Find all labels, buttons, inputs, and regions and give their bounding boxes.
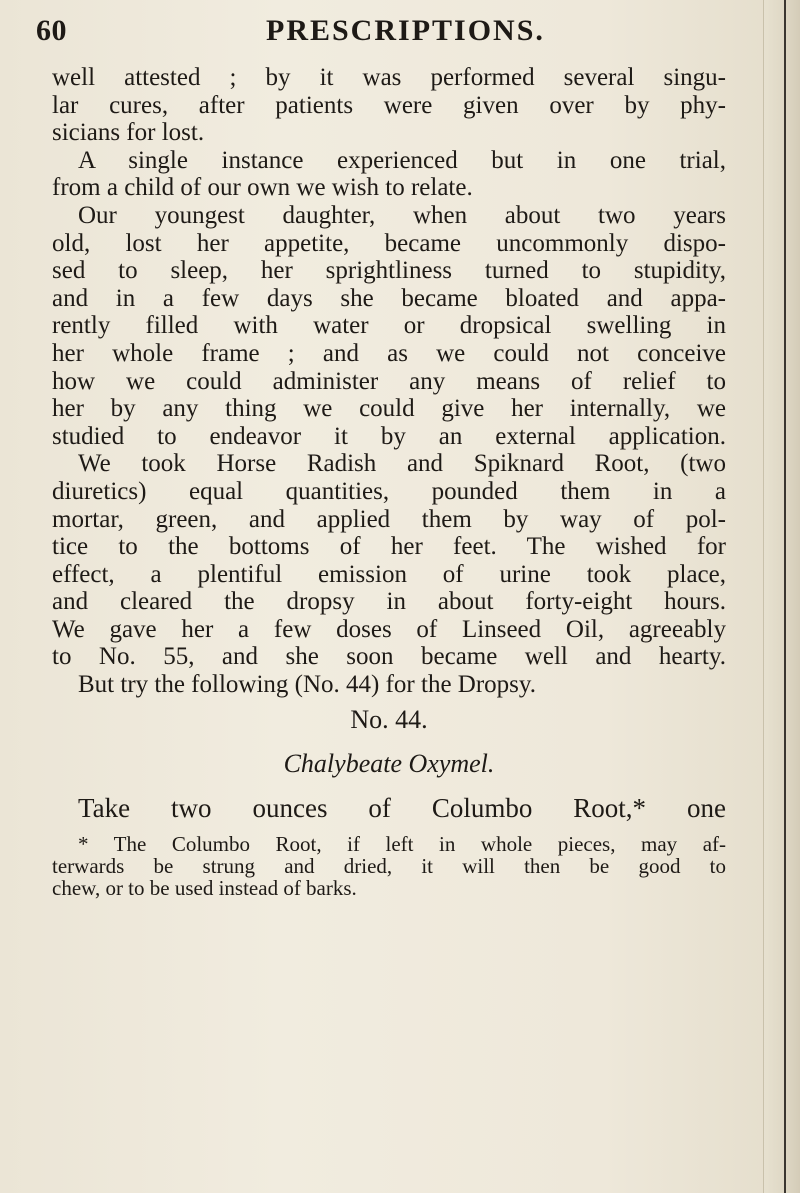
text-line: and in a few days she became bloated and appa- [52, 284, 726, 312]
text-line: her by any thing we could give her internally, we [52, 395, 726, 423]
text-line: rently filled with water or dropsical swelling in [52, 312, 726, 340]
text-line: diuretics) equal quantities, pounded them in a [52, 477, 726, 505]
text-line: lar cures, after patients were given over by phy- [52, 91, 726, 119]
running-head: PRESCRIPTIONS. [266, 14, 545, 47]
text-line: and cleared the dropsy in about forty-eight hours. [52, 588, 726, 616]
text-line: We gave her a few doses of Linseed Oil, agreeably [52, 615, 726, 643]
text-line: tice to the bottoms of her feet. The wished for [52, 533, 726, 561]
body-paragraphs [52, 64, 726, 699]
page-number: 60 [36, 14, 67, 47]
page-edge [763, 0, 800, 1193]
footnote-line: chew, or to be used instead of barks. [52, 875, 357, 900]
text-line: her whole frame ; and as we could not conceive [52, 339, 726, 367]
recipe-block [52, 703, 726, 825]
page-header [36, 14, 756, 54]
recipe-first-line: Take two ounces of Columbo Root,* one [78, 792, 726, 823]
text-line: to No. 55, and she soon became well and hearty. [52, 643, 726, 671]
footnote-line: * The Columbo Root, if left in whole pieces, may af- [78, 831, 726, 856]
text-line: well attested ; by it was performed several singu- [52, 64, 726, 91]
recipe-title: Chalybeate Oxymel. [283, 748, 495, 778]
text-line: how we could administer any means of relief to [52, 367, 726, 395]
text-line: But try the following (No. 44) for the Dropsy. [78, 671, 537, 699]
text-line: sicians for lost. [52, 119, 205, 147]
text-line: old, lost her appetite, became uncommonly dispo- [52, 229, 726, 257]
page-edge-shadow-line [784, 0, 786, 1193]
text-line: A single instance experienced but in one trial, [78, 146, 726, 174]
text-line: sed to sleep, her sprightliness turned to stupidity, [52, 257, 726, 285]
text-line: mortar, green, and applied them by way of pol- [52, 505, 726, 533]
footnote [52, 833, 726, 899]
footnote-line: terwards be strung and dried, it will then be good to [52, 853, 726, 878]
text-line: studied to endeavor it by an external application. [52, 422, 726, 450]
page-text [52, 64, 726, 899]
text-line: Our youngest daughter, when about two years [78, 201, 726, 229]
text-line: effect, a plentiful emission of urine took place, [52, 560, 726, 588]
recipe-number: No. 44. [350, 704, 428, 734]
text-line: We took Horse Radish and Spiknard Root, (two [78, 450, 726, 478]
text-line: from a child of our own we wish to relate. [52, 174, 473, 202]
